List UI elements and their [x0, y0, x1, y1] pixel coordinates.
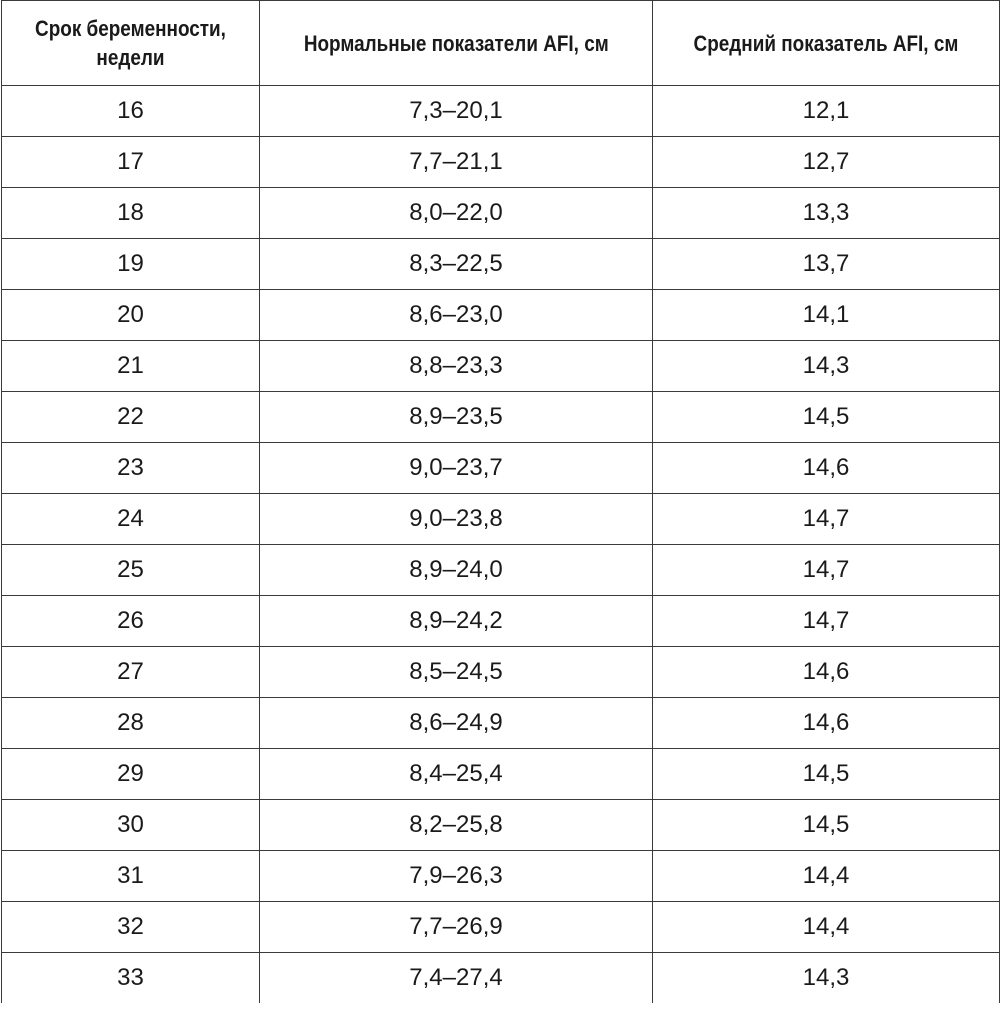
- cell-week: 18: [2, 188, 260, 239]
- header-week: [2, 1, 260, 86]
- cell-average: 14,6: [653, 443, 1000, 494]
- cell-normal: 8,9–24,0: [260, 545, 653, 596]
- cell-average: 13,7: [653, 239, 1000, 290]
- table-row: [2, 800, 1000, 851]
- table-row: [2, 698, 1000, 749]
- table-row: [2, 596, 1000, 647]
- table-row: [2, 749, 1000, 800]
- header-row: [2, 1, 1000, 86]
- table-row: [2, 647, 1000, 698]
- cell-average: 14,5: [653, 392, 1000, 443]
- table-row: [2, 392, 1000, 443]
- cell-average: 14,6: [653, 647, 1000, 698]
- table-row: [2, 545, 1000, 596]
- cell-week: 29: [2, 749, 260, 800]
- table-row: [2, 239, 1000, 290]
- cell-week: 26: [2, 596, 260, 647]
- cell-average: 14,4: [653, 902, 1000, 953]
- cell-week: 27: [2, 647, 260, 698]
- cell-week: 31: [2, 851, 260, 902]
- cell-average: 12,7: [653, 137, 1000, 188]
- cell-week: 24: [2, 494, 260, 545]
- cell-week: 30: [2, 800, 260, 851]
- cell-week: 23: [2, 443, 260, 494]
- table-row: [2, 902, 1000, 953]
- cell-average: 14,3: [653, 341, 1000, 392]
- cell-average: 12,1: [653, 86, 1000, 137]
- table-row: [2, 341, 1000, 392]
- table-body: [2, 86, 1000, 1004]
- table-row: [2, 188, 1000, 239]
- cell-week: 32: [2, 902, 260, 953]
- cell-week: 28: [2, 698, 260, 749]
- cell-average: 14,7: [653, 494, 1000, 545]
- cell-week: 16: [2, 86, 260, 137]
- cell-normal: 7,7–21,1: [260, 137, 653, 188]
- cell-normal: 9,0–23,7: [260, 443, 653, 494]
- cell-average: 14,4: [653, 851, 1000, 902]
- header-average-label: Средний показатель AFI, см: [693, 30, 959, 56]
- cell-week: 22: [2, 392, 260, 443]
- cell-normal: 8,4–25,4: [260, 749, 653, 800]
- cell-average: 14,5: [653, 800, 1000, 851]
- cell-normal: 7,7–26,9: [260, 902, 653, 953]
- afi-table: [1, 0, 1000, 1003]
- table-row: [2, 137, 1000, 188]
- cell-week: 19: [2, 239, 260, 290]
- cell-average: 14,3: [653, 953, 1000, 1004]
- header-normal-label: Нормальные показатели AFI, см: [303, 30, 609, 56]
- cell-week: 33: [2, 953, 260, 1004]
- table-row: [2, 290, 1000, 341]
- header-normal: [260, 1, 653, 86]
- cell-average: 14,6: [653, 698, 1000, 749]
- cell-normal: 8,9–24,2: [260, 596, 653, 647]
- table-row: [2, 953, 1000, 1004]
- header-average: [653, 1, 1000, 86]
- cell-week: 17: [2, 137, 260, 188]
- cell-week: 21: [2, 341, 260, 392]
- cell-normal: 8,0–22,0: [260, 188, 653, 239]
- cell-normal: 8,2–25,8: [260, 800, 653, 851]
- cell-normal: 7,4–27,4: [260, 953, 653, 1004]
- cell-week: 25: [2, 545, 260, 596]
- cell-average: 14,7: [653, 596, 1000, 647]
- table-row: [2, 494, 1000, 545]
- cell-normal: 7,3–20,1: [260, 86, 653, 137]
- cell-normal: 8,8–23,3: [260, 341, 653, 392]
- cell-normal: 8,6–24,9: [260, 698, 653, 749]
- cell-normal: 9,0–23,8: [260, 494, 653, 545]
- cell-average: 14,5: [653, 749, 1000, 800]
- cell-normal: 8,9–23,5: [260, 392, 653, 443]
- cell-week: 20: [2, 290, 260, 341]
- cell-normal: 8,3–22,5: [260, 239, 653, 290]
- table-row: [2, 86, 1000, 137]
- cell-average: 13,3: [653, 188, 1000, 239]
- table-row: [2, 443, 1000, 494]
- cell-normal: 8,6–23,0: [260, 290, 653, 341]
- table-row: [2, 851, 1000, 902]
- cell-normal: 7,9–26,3: [260, 851, 653, 902]
- header-week-label: Срок беременности, недели: [35, 16, 226, 70]
- cell-average: 14,7: [653, 545, 1000, 596]
- cell-normal: 8,5–24,5: [260, 647, 653, 698]
- cell-average: 14,1: [653, 290, 1000, 341]
